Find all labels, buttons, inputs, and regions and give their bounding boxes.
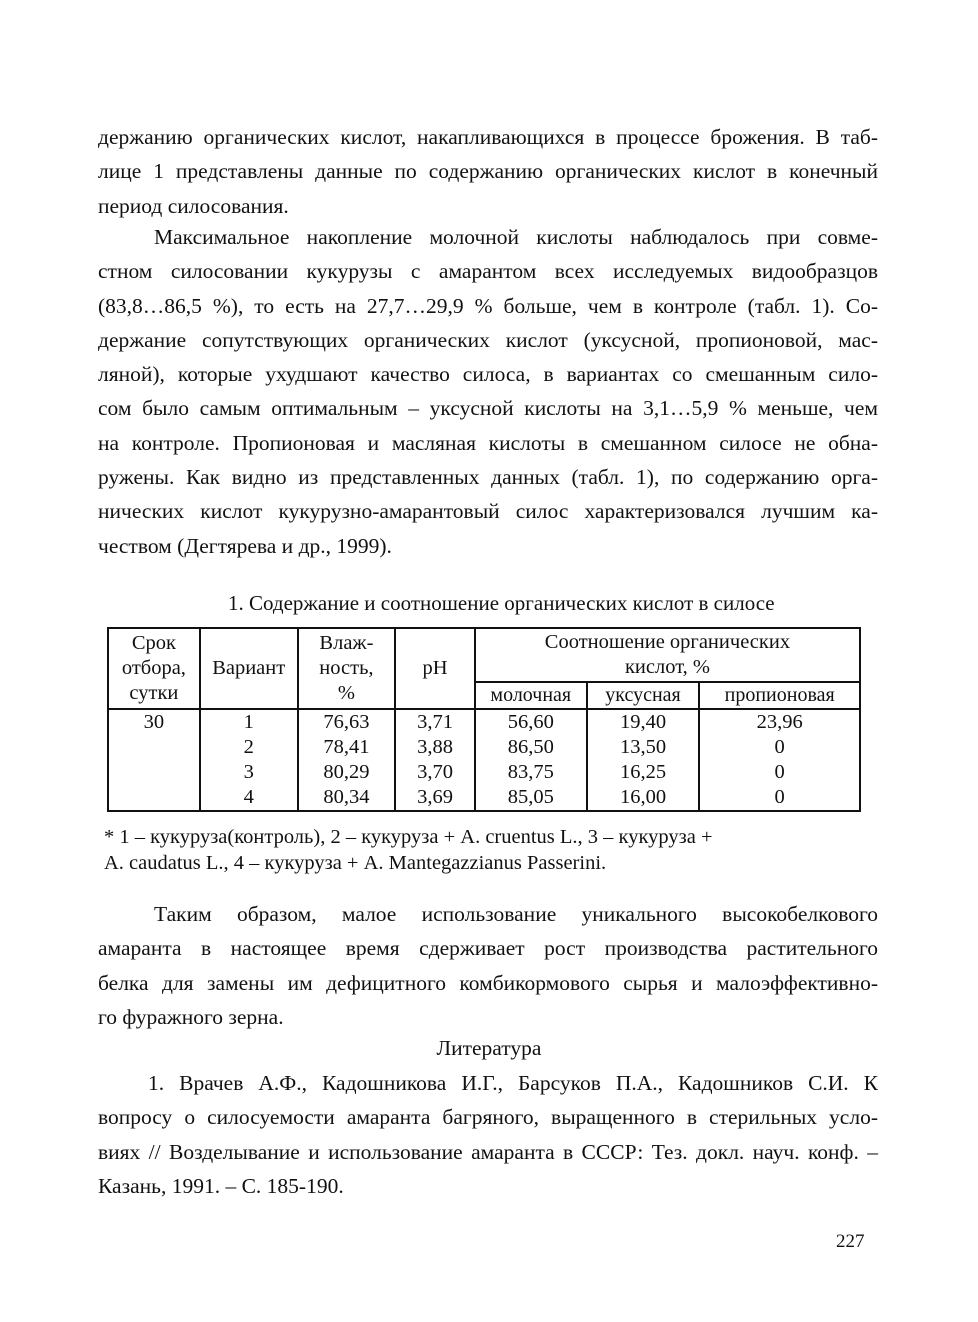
cell-ph: 3,88 (395, 735, 475, 760)
text-line: амаранта в настоящее время сдерживает рост производства растительного (98, 936, 878, 961)
cell-lactic: 56,60 (475, 709, 587, 735)
text-line: вопросу о силосуемости амаранта багряного, выращенного в стерильных усло- (98, 1105, 878, 1130)
text-line: лице 1 представлены данные по содержанию органических кислот в конечный (98, 159, 878, 184)
table-caption: 1. Содержание и соотношение органических кислот в силосе (228, 591, 775, 615)
text-line: на контроле. Пропионовая и масляная кислоты в смешанном силосе не обна- (98, 430, 878, 455)
header-period-line: отбора, (121, 657, 186, 679)
text-line: держание сопутствующих органических кислот (уксусной, пропионовой, мас- (98, 327, 878, 352)
cell-acetic: 19,40 (587, 709, 700, 735)
cell-lactic: 85,05 (475, 785, 587, 811)
text-line: го фуражного зерна. (98, 1004, 284, 1029)
text-line: стном силосовании кукурузы с амарантом всех исследуемых видообразцов (98, 259, 878, 284)
cell-moisture: 80,34 (298, 785, 396, 811)
table-row (108, 735, 860, 760)
header-acetic: уксусная (587, 682, 700, 709)
cell-lactic: 86,50 (475, 735, 587, 760)
text-line: Таким образом, малое использование уникального высокобелкового (154, 902, 878, 926)
cell-period: 30 (108, 709, 200, 735)
header-ratio-line: Соотношение органических (544, 631, 791, 653)
header-ratio-group (475, 628, 860, 682)
cell-period-empty (108, 785, 200, 811)
cell-acetic: 13,50 (587, 735, 700, 760)
footnote-line: * 1 – кукуруза(контроль), 2 – кукуруза + A. cruentus L., 3 – кукуруза + (104, 826, 713, 848)
cell-propionic: 0 (699, 785, 860, 811)
cell-acetic: 16,25 (587, 760, 700, 785)
header-period (108, 628, 200, 709)
acids-table (107, 627, 861, 812)
header-period-line: Срок (131, 632, 176, 654)
header-lactic: молочная (475, 682, 587, 709)
text-line: нических кислот кукурузно-амарантовый силос характеризовался лучшим ка- (98, 499, 878, 524)
header-variant: Вариант (200, 628, 298, 709)
cell-moisture: 78,41 (298, 735, 396, 760)
literature-heading: Литература (436, 1036, 542, 1060)
text-line: период силосования. (98, 193, 289, 218)
table-row (108, 785, 860, 811)
text-line: сом было самым оптимальным – уксусной кислоты на 3,1…5,9 % меньше, чем (98, 396, 878, 421)
cell-lactic: 83,75 (475, 760, 587, 785)
text-line: Казань, 1991. – С. 185-190. (98, 1173, 344, 1198)
cell-propionic: 0 (699, 760, 860, 785)
text-line: (83,8…86,5 %), то есть на 27,7…29,9 % больше, чем в контроле (табл. 1). Со- (98, 293, 878, 318)
text-line: ружены. Как видно из представленных данных (табл. 1), по содержанию орга- (98, 465, 878, 490)
cell-moisture: 76,63 (298, 709, 396, 735)
header-moisture-line: % (337, 682, 355, 704)
cell-period-empty (108, 735, 200, 760)
cell-variant: 4 (200, 785, 298, 811)
cell-period-empty (108, 760, 200, 785)
table-footnote (104, 824, 713, 876)
cell-variant: 2 (200, 735, 298, 760)
table-header-row (108, 628, 860, 682)
text-line: белка для замены им дефицитного комбикормового сырья и малоэффективно- (98, 970, 878, 995)
header-period-line: сутки (129, 682, 179, 704)
cell-propionic: 23,96 (699, 709, 860, 735)
literature-entry (98, 1066, 878, 1203)
cell-acetic: 16,00 (587, 785, 700, 811)
text-line: виях // Возделывание и использование амаранта в СССР: Тез. докл. науч. конф. – (98, 1139, 878, 1164)
header-ratio-line: кислот, % (624, 656, 710, 678)
paragraph-intro (98, 120, 878, 223)
header-ph: pH (395, 628, 475, 709)
table-row (108, 760, 860, 785)
cell-moisture: 80,29 (298, 760, 396, 785)
cell-variant: 3 (200, 760, 298, 785)
header-moisture-line: ность, (319, 657, 374, 679)
cell-ph: 3,71 (395, 709, 475, 735)
cell-propionic: 0 (699, 735, 860, 760)
cell-variant: 1 (200, 709, 298, 735)
text-line: держанию органических кислот, накапливающихся в процессе брожения. В таб- (98, 125, 878, 149)
cell-ph: 3,69 (395, 785, 475, 811)
paragraph-conclusion (98, 897, 878, 1034)
text-line: чеством (Дегтярева и др., 1999). (98, 533, 392, 558)
text-line: Максимальное накопление молочной кислоты наблюдалось при совме- (154, 225, 878, 249)
text-line: ляной), которые ухудшают качество силоса, в вариантах со смешанным сило- (98, 362, 878, 387)
header-propionic: пропионовая (699, 682, 860, 709)
cell-ph: 3,70 (395, 760, 475, 785)
header-moisture (298, 628, 396, 709)
header-moisture-line: Влаж- (319, 632, 374, 654)
footnote-line: A. caudatus L., 4 – кукуруза + A. Mantegazzianus Passerini. (104, 852, 607, 874)
page-number: 227 (836, 1231, 865, 1252)
text-line: 1. Врачев А.Ф., Кадошникова И.Г., Барсуков П.А., Кадошников С.И. К (148, 1071, 878, 1095)
paragraph-results (98, 220, 878, 563)
table-row (108, 709, 860, 735)
